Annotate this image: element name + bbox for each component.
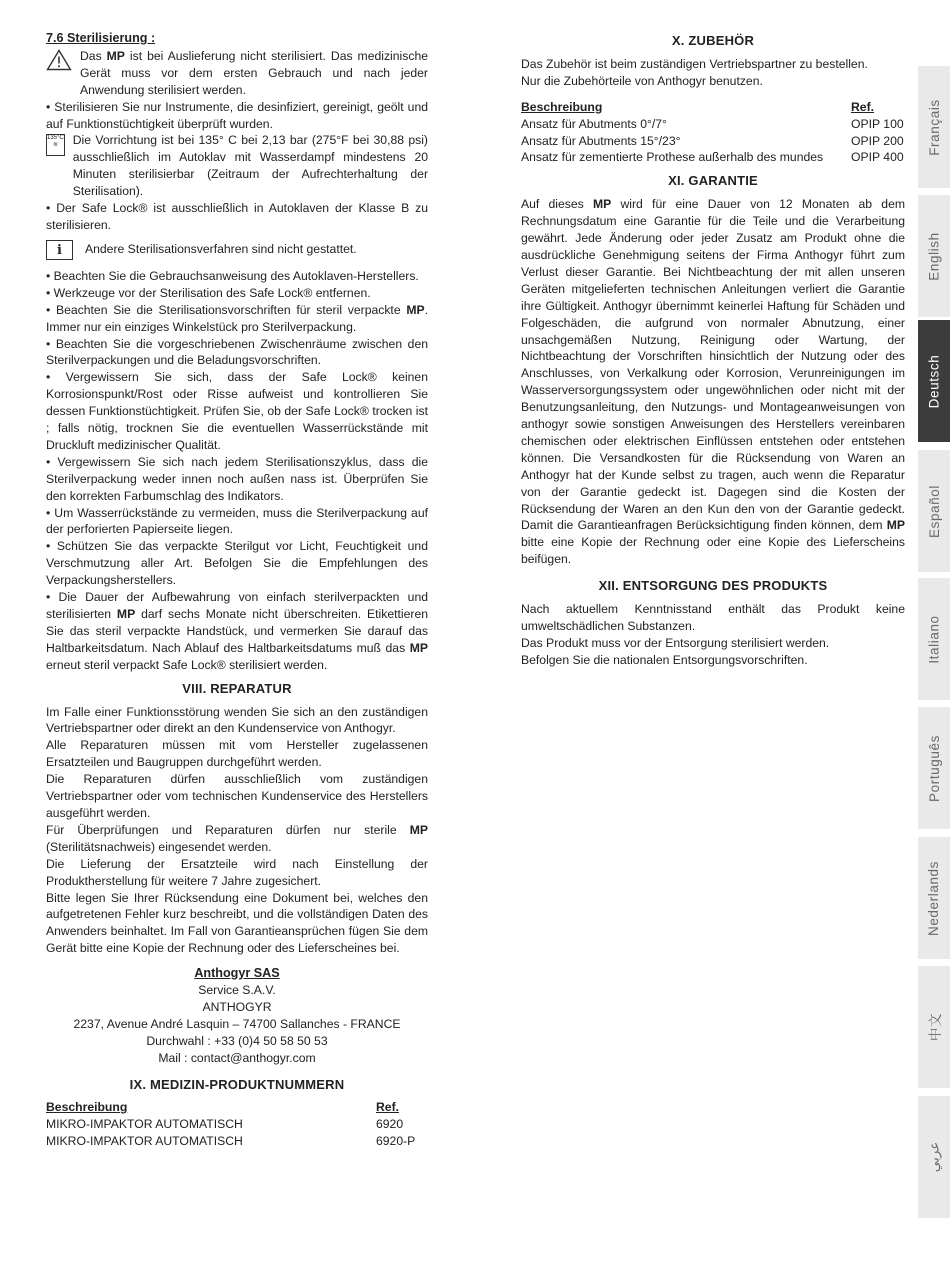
list-item: • Schützen Sie das verpackte Sterilgut vor Licht, Feuchtigkeit und Verschmutzung aller Art. Befolgen Sie die Empfehlungen des Verpackungsherstellers.	[46, 539, 428, 588]
tab-label: عربي	[925, 1141, 941, 1173]
tab-label: Nederlands	[926, 860, 942, 936]
table-cell: MIKRO-IMPAKTOR AUTOMATISCH	[46, 1117, 243, 1132]
tab-portugues[interactable]	[918, 707, 950, 829]
warranty-text: Auf dieses MP wird für eine Dauer von 12 Monaten ab dem Rechnungsdatum eine Garantie für die Teile und die Verarbeitung gewährt. Jede Änderung oder jeder Zusatz am Produkt ohne die ausdrückliche Genehmigung seitens der Firma Anthogyr führt zum Verlust dieser Garantie. Bei Nichtbeachtung der mit allen unseren Geräten mitgelieferten technischen Anleitungen verliert die Garantie ihre Gültigkeit. Anthogyr übernimmt keinerlei Haftung für Schäden und Folgeschäden, die aufgrund von normaler Abnutzung, einer unsachgemäßen Nutzung, Reinigung oder Wartung, der Nichtbeachtung der Vorschriften hinsichtlich der Nutzung oder des Anschlusses, von Verkalkung oder Korrosion, Verunreinigungen im Wasserversorgungssystem oder ungewöhnlichen oder nicht mit der Benutzungsanleitung, den Nutzungs- und Montageanweisungen von anthogyr sowie sonstigen Anweisungen des Herstellers vereinbaren chemischen oder elektrischen Einflüssen entstehen oder entstehen können. Die Versandkosten für die Rücksendung von Waren an Anthogyr hat der Kunde selbst zu tragen, auch wenn die Reparatur von der Garantie gedeckt ist. Dagegen sind die Kosten der Rücksendung der Waren an den Kun den von der Garantie gedeckt. Damit die Garantieanfragen Berücksichtigung finden können, dem MP bitte eine Kopie der Rechnung oder eine Kopie des Lieferscheins beifügen.	[521, 197, 906, 567]
table-cell: OPIP 400	[851, 150, 904, 165]
tab-arabic[interactable]	[918, 1096, 950, 1218]
steam-wave-icon: ≋	[52, 142, 58, 149]
temperature-text: Die Vorrichtung ist bei 135° C bei 2,13 bar (275°F bei 30,88 psi) ausschließlich im Autoklav mit Wasserdampf mindestens 20 Minuten sterilisierbar (Zeitraum der Aufrechterhaltung der Sterilisation).	[72, 133, 428, 199]
repair-paragraph: Für Überprüfungen und Reparaturen dürfen nur sterile MP (Sterilitätsnachweis) eingesendet werden.	[46, 822, 428, 854]
list-item: • Werkzeuge vor der Sterilisation des Safe Lock® entfernen.	[46, 285, 371, 300]
service-address	[46, 965, 428, 1066]
instruction-book-icon: i	[46, 240, 73, 260]
list-item: • Beachten Sie die Gebrauchsanweisung des Autoklaven-Herstellers.	[46, 268, 419, 283]
table-cell: MIKRO-IMPAKTOR AUTOMATISCH	[46, 1134, 243, 1149]
accessories-col-ref: Ref.	[851, 99, 875, 114]
disposal-line: Das Produkt muss vor der Entsorgung sterilisiert werden.	[521, 635, 830, 650]
bullet-instruments: • Sterilisieren Sie nur Instrumente, die desinfiziert, gereinigt, geölt und auf Funktionstüchtigkeit überprüft wurden.	[46, 99, 428, 131]
product-col-desc: Beschreibung	[46, 1100, 128, 1115]
list-item: • Beachten Sie die vorgeschriebenen Zwischenräume zwischen den Sterilverpackungen und die Beladungsvorschriften.	[46, 336, 428, 368]
accessories-line: Das Zubehör ist beim zuständigen Vertriebspartner zu bestellen.	[521, 56, 868, 71]
tab-label: Português	[926, 734, 942, 802]
repair-paragraph: Bitte legen Sie Ihrer Rücksendung eine Dokument bei, welches den aufgetretenen Fehler kurz beschreibt, und die vollständigen Daten des Anwenders beinhaltet. Im Fall von Garantieansprüchen fügen Sie dem Gerät bitte eine Kopie der Rechnung oder des Lieferscheines bei.	[46, 890, 428, 956]
tab-label: Français	[926, 98, 942, 156]
tab-label: Español	[926, 484, 942, 538]
list-item: • Um Wasserrückstände zu vermeiden, muss die Sterilverpackung auf der perforierten Papierseite liegen.	[46, 505, 428, 537]
temperature-icon-label: 135°C	[47, 135, 64, 142]
product-table	[46, 1099, 428, 1150]
tab-nederlands[interactable]	[918, 837, 950, 959]
accessories-col-desc: Beschreibung	[521, 99, 603, 114]
tab-label: English	[926, 231, 942, 281]
tab-francais[interactable]	[918, 66, 950, 188]
left-column	[46, 30, 428, 1150]
table-cell: 6920-P	[376, 1134, 416, 1149]
tab-deutsch[interactable]	[918, 320, 950, 442]
disposal-line: Befolgen Sie die nationalen Entsorgungsvorschriften.	[521, 652, 808, 667]
warranty-heading: XI. GARANTIE	[668, 173, 758, 189]
temperature-note	[46, 132, 428, 200]
list-item: • Vergewissern Sie sich nach jedem Sterilisationszyklus, dass die Sterilverpackung weder innen noch außen nass ist. Überprüfen Sie den korrekten Farbumschlag des Indikators.	[46, 454, 428, 503]
list-item: • Vergewissern Sie sich, dass der Safe Lock® keinen Korrosionspunkt/Rost oder Risse aufweist und kontrollieren Sie dessen Funktionstüchtigkeit. Prüfen Sie, ob der Safe Lock® trocken ist ; falls nötig, trocknen Sie die eventuellen Wasserrückstände mit Druckluft medizinischer Qualität.	[46, 370, 428, 452]
table-cell: Ansatz für Abutments 0°/7°	[521, 116, 667, 131]
bullet-class-b: • Der Safe Lock® ist ausschließlich in Autoklaven der Klasse B zu sterilisieren.	[46, 201, 428, 232]
tab-italiano[interactable]	[918, 578, 950, 700]
right-column	[521, 30, 905, 669]
product-col-ref: Ref.	[376, 1100, 400, 1115]
autoclave-temperature-icon	[46, 134, 65, 156]
accessories-table	[521, 99, 905, 167]
tab-label: 中文	[927, 1012, 943, 1042]
disposal-line: Nach aktuellem Kenntnisstand enthält das Produkt keine umweltschädlichen Substanzen.	[521, 602, 905, 633]
product-numbers-heading: IX. MEDIZIN-PRODUKTNUMMERN	[129, 1076, 345, 1092]
table-cell: OPIP 100	[851, 116, 904, 131]
repair-heading: VIII. REPARATUR	[182, 680, 292, 696]
table-cell: Ansatz für zementierte Prothese außerhalb des mundes	[521, 150, 824, 165]
tab-espanol[interactable]	[918, 450, 950, 572]
list-item: • Die Dauer der Aufbewahrung von einfach sterilverpackten und sterilisierten MP darf sechs Monate nicht überschreiten. Etikettieren Sie das steril verpackte Handstück, und vermerken Sie darauf das Haltbarkeitsdatum. Nach Ablauf des Haltbarkeitsdatums muß das MP erneut steril verpackt Safe Lock® sterilisiert werden.	[46, 590, 429, 672]
repair-paragraph: Alle Reparaturen müssen mit vom Hersteller zugelassenen Ersatzteilen und Baugruppen durchgeführt werden.	[46, 738, 428, 770]
table-cell: OPIP 200	[851, 133, 904, 148]
street-address: 2237, Avenue André Lasquin – 74700 Sallanches - FRANCE	[73, 1016, 401, 1031]
repair-paragraph: Die Lieferung der Ersatzteile wird nach Einstellung der Produktherstellung für weitere 7 Jahre zugesichert.	[46, 856, 428, 888]
info-text: Andere Sterilisationsverfahren sind nicht gestattet.	[85, 242, 357, 257]
tab-label: Italiano	[926, 614, 942, 664]
table-cell: Ansatz für Abutments 15°/23°	[521, 133, 681, 148]
service-dept: Service S.A.V.	[198, 983, 276, 998]
info-note	[46, 240, 428, 260]
email-address: Mail : contact@anthogyr.com	[158, 1050, 316, 1065]
repair-paragraph: Die Reparaturen dürfen ausschließlich vom zuständigen Vertriebspartner oder vom technischen Kundenservice des Herstellers ausgeführt werden.	[46, 772, 428, 820]
sterilization-heading: 7.6 Sterilisierung :	[46, 31, 156, 45]
warning-triangle-icon	[46, 49, 72, 76]
table-cell: 6920	[376, 1117, 404, 1132]
company-name: Anthogyr SAS	[194, 966, 280, 981]
sterilization-warning	[46, 48, 428, 99]
tab-english[interactable]	[918, 195, 950, 317]
repair-paragraph: Im Falle einer Funktionsstörung wenden Sie sich an den zuständigen Vertriebspartner oder direkt an den Kundenservice von Anthogyr.	[46, 704, 428, 736]
accessories-heading: X. ZUBEHÖR	[671, 33, 755, 48]
list-item: • Beachten Sie die Sterilisationsvorschriften für steril verpackte MP. Immer nur ein einziges Winkelstück pro Sterilverpackung.	[46, 302, 428, 334]
phone-number: Durchwahl : +33 (0)4 50 58 50 53	[146, 1033, 328, 1048]
tab-label: Deutsch	[926, 354, 942, 408]
warning-text: Das MP ist bei Auslieferung nicht sterilisiert. Das medizinische Gerät muss vor dem ersten Gebrauch und nach jeder Anwendung sterilisiert werden.	[80, 48, 428, 97]
accessories-line: Nur die Zubehörteile von Anthogyr benutzen.	[521, 73, 763, 88]
brand-name: ANTHOGYR	[202, 999, 272, 1014]
disposal-heading: XII. ENTSORGUNG DES PRODUKTS	[598, 578, 828, 594]
tab-chinese[interactable]	[918, 966, 950, 1088]
